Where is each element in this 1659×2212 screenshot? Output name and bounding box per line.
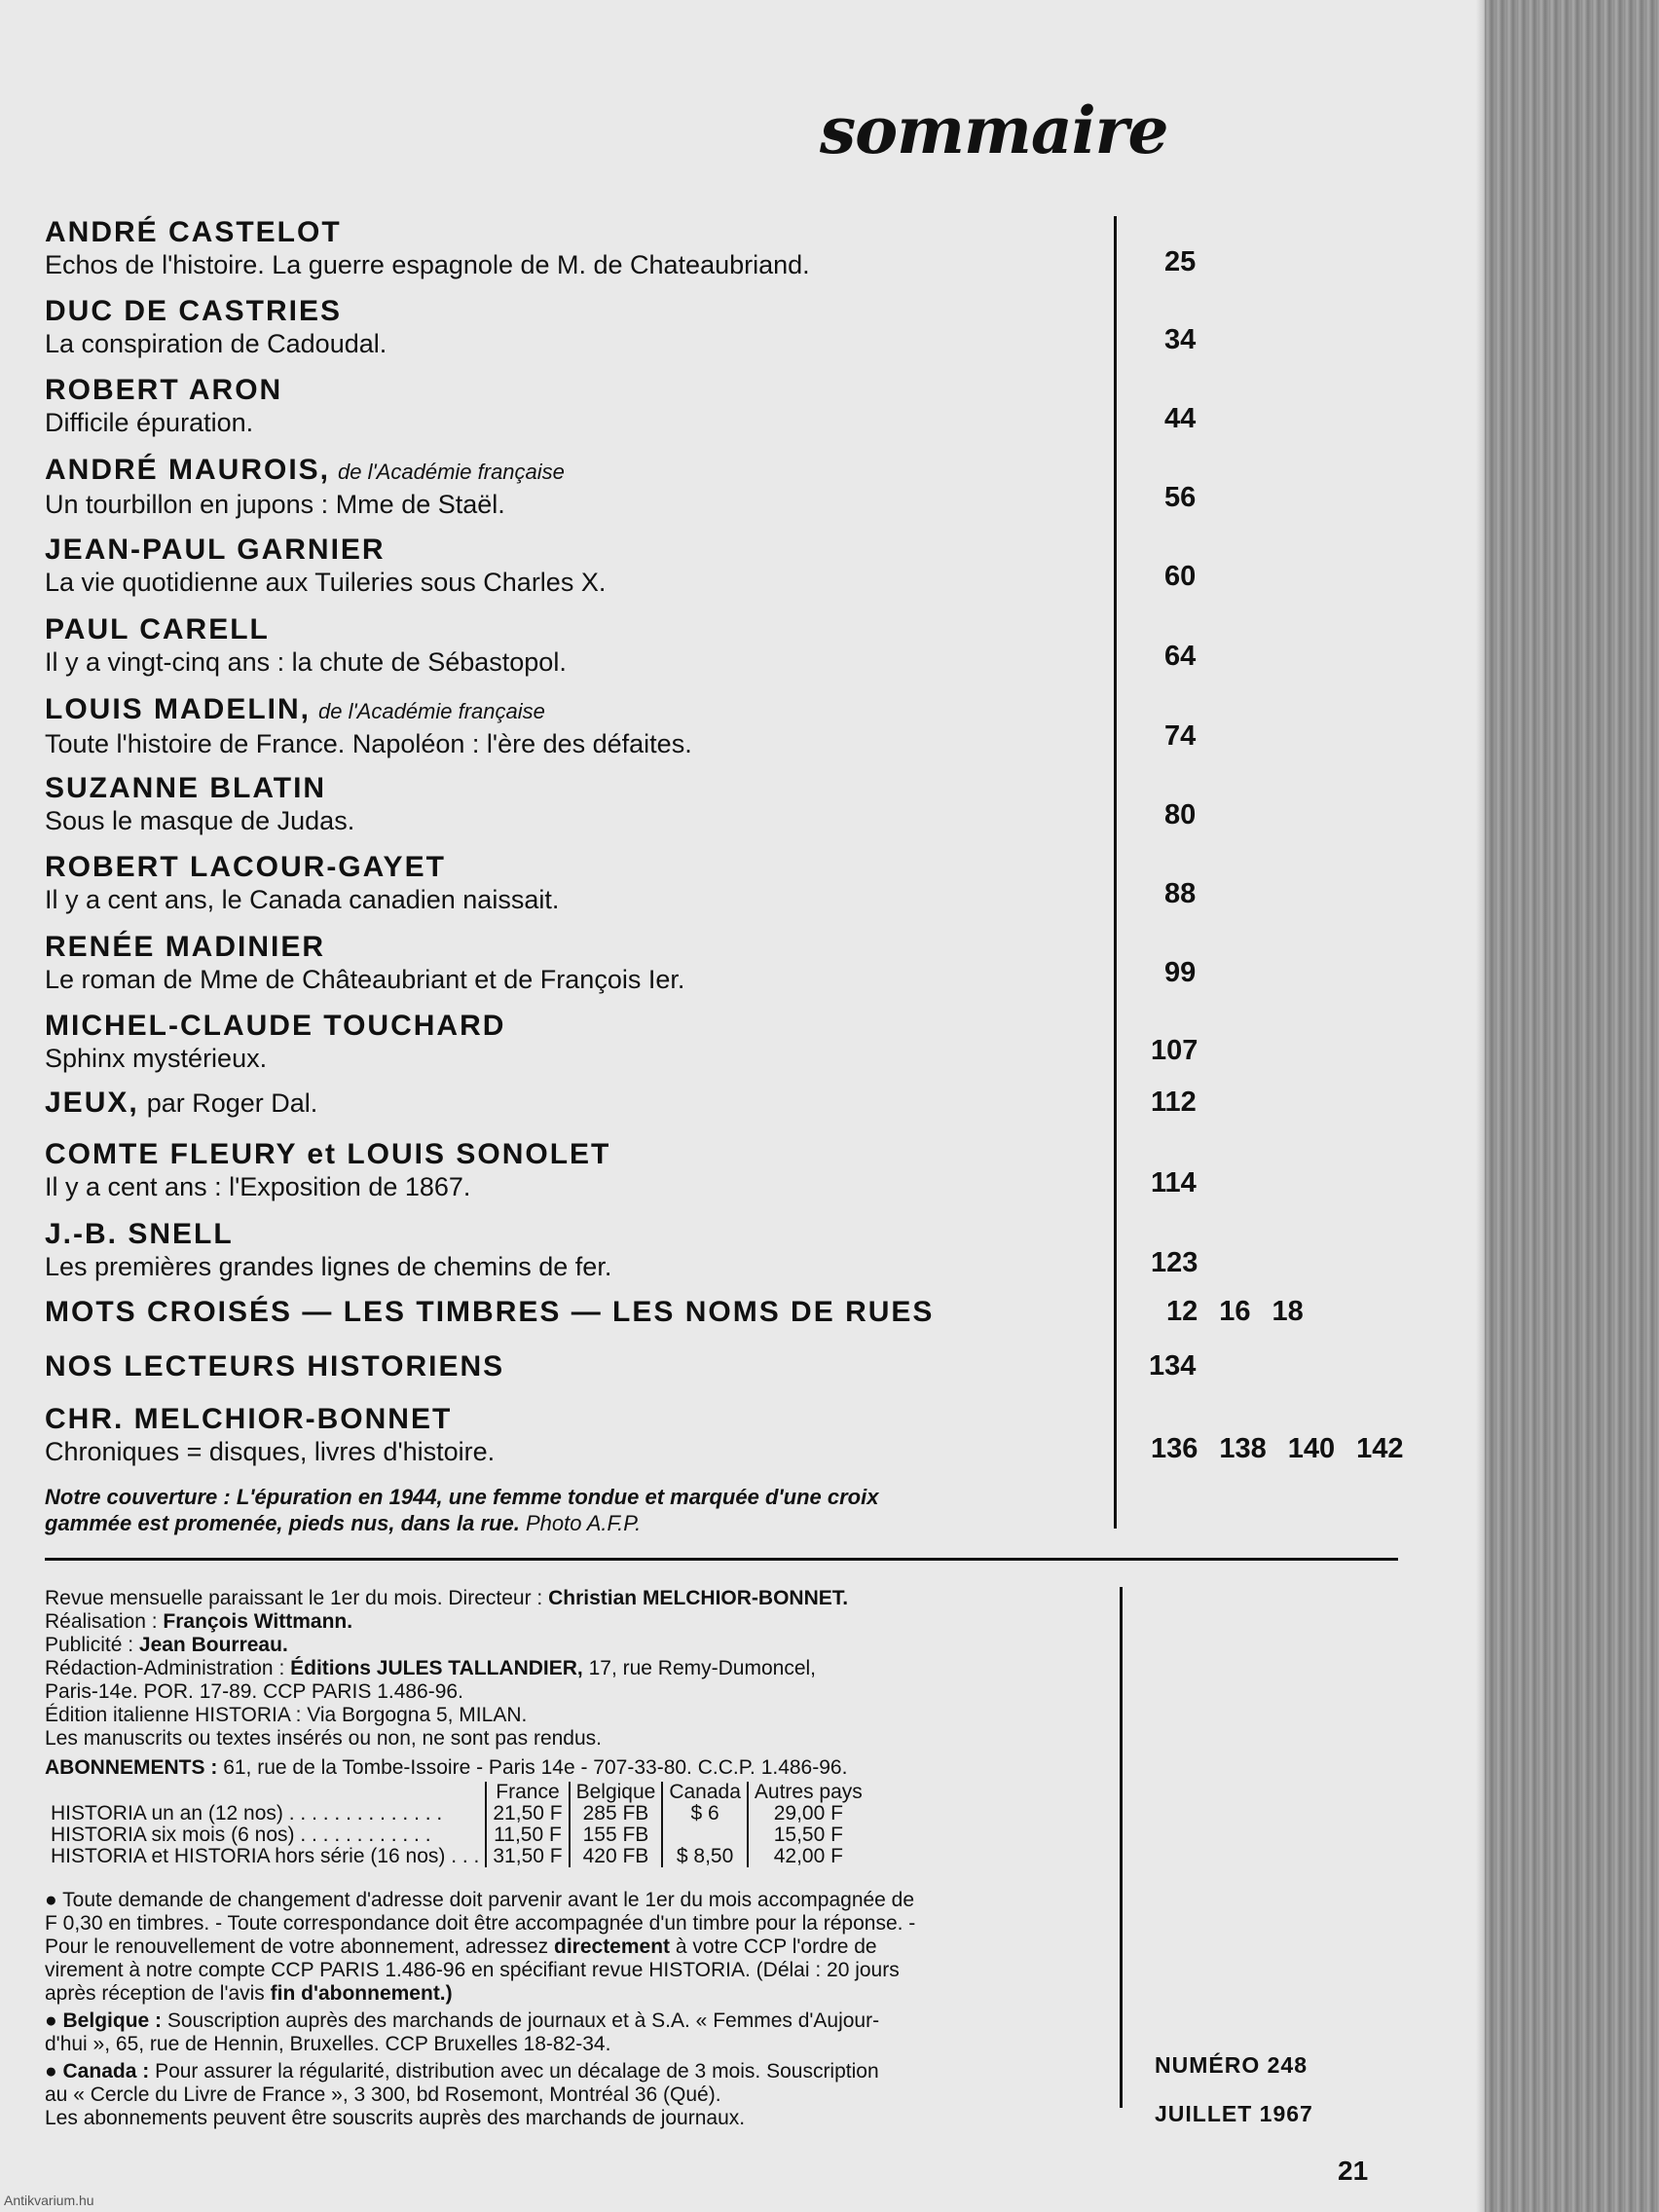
author-name: MICHEL-CLAUDE TOUCHARD [45,1010,506,1042]
entry-article: La conspiration de Cadoudal. [45,329,387,358]
author-name: COMTE FLEURY et LOUIS SONOLET [45,1138,611,1170]
entry-article: Le roman de Mme de Châteaubriant et de François Ier. [45,965,685,994]
toc-entry [45,1087,1106,1120]
cover-caption-line: Notre couverture : L'épuration en 1944, une femme tondue et marquée d'une croix [45,1485,879,1509]
entry-article: Il y a vingt-cinq ans : la chute de Sébastopol. [45,647,567,677]
entry-article: La vie quotidienne aux Tuileries sous Charles X. [45,568,607,597]
entry-author [45,1087,1106,1120]
note-line: F 0,30 en timbres. - Toute correspondance doit être accompagnée d'un timbre pour la réponse. - [45,1912,916,1935]
chroniques-pages [1151,1433,1425,1465]
lecteurs-page: 134 [1149,1350,1197,1382]
table-row [45,1825,868,1846]
toc-entry [45,534,1106,598]
entry-page-number: 123 [1151,1247,1198,1278]
page-number: 16 [1219,1296,1251,1327]
page-number: 142 [1356,1433,1404,1464]
entry-article: Il y a cent ans, le Canada canadien naissait. [45,885,560,914]
director-name: Christian MELCHIOR-BONNET. [548,1587,849,1609]
toc-entry [45,295,1106,359]
note-label: ● Canada : [45,2060,150,2083]
toc-entry [45,1218,1106,1282]
masthead-text: 61, rue de la Tombe-Issoire - Paris 14e - 707-33-80. C.C.P. 1.486-96. [223,1756,848,1779]
note-emphasis: fin d'abonnement.) [270,1982,453,2005]
author-name: DUC DE CASTRIES [45,295,343,327]
entry-page-number: 99 [1164,957,1197,988]
mots-croises-pages [1166,1296,1325,1328]
toc-entry [45,1010,1106,1074]
toc-entry [45,454,1106,520]
author-name: ROBERT LACOUR-GAYET [45,851,446,883]
masthead-line: Les manuscrits ou textes insérés ou non, ne sont pas rendus. [45,1727,602,1750]
note-line: au « Cercle du Livre de France », 3 300, bd Rosemont, Montréal 36 (Qué). [45,2083,721,2106]
author-affiliation: de l'Académie française [318,699,545,723]
entry-author [45,1010,1106,1043]
masthead-text: Publicité : [45,1634,134,1656]
note-emphasis: directement [554,1936,671,1958]
table-cell: 42,00 F [748,1846,868,1867]
masthead-line [45,1634,288,1657]
masthead-line [45,1610,352,1634]
issue-date: JUILLET 1967 [1155,2101,1313,2126]
entry-page-number: 74 [1164,720,1197,752]
issue-number: NUMÉRO 248 [1155,2052,1308,2078]
entry-article: Chroniques = disques, livres d'histoire. [45,1437,496,1466]
toc-entry [45,851,1106,915]
author-affiliation: de l'Académie française [338,460,565,484]
note-text: Pour assurer la régularité, distribution avec un décalage de 3 mois. Souscription [155,2060,879,2083]
entry-author [45,772,1106,805]
page-number: 12 [1166,1296,1198,1327]
table-cell: 29,00 F [748,1803,868,1825]
toc-entry [45,693,1106,759]
entry-author [45,454,1106,489]
subscriptions-label: ABONNEMENTS : [45,1756,218,1779]
page-folio: 21 [1338,2156,1369,2186]
note-text: Souscription auprès des marchands de journaux et à S.A. « Femmes d'Aujour- [166,2009,880,2032]
table-cell: HISTORIA un an (12 nos) . . . . . . . . . . . . . . [51,1802,443,1825]
table-row [45,1846,868,1867]
author-name: J.-B. SNELL [45,1218,234,1250]
watermark: Antikvarium.hu [4,2193,94,2208]
table-cell [662,1825,748,1846]
masthead-text: Rédaction-Administration : [45,1657,285,1679]
masthead-line [45,1587,848,1610]
author-name: ANDRÉ CASTELOT [45,216,342,248]
note-text: à votre CCP l'ordre de [675,1936,877,1958]
masthead-line: Édition italienne HISTORIA : Via Borgogna 5, MILAN. [45,1704,528,1726]
note-line [45,1982,453,2006]
table-cell: HISTORIA six mois (6 nos) . . . . . . . . . . . . [51,1824,431,1846]
entry-page-number: 112 [1151,1087,1197,1118]
entry-article: Les premières grandes lignes de chemins de fer. [45,1252,612,1281]
mots-croises-heading: MOTS CROISÉS — LES TIMBRES — LES NOMS DE RUES [45,1296,935,1328]
entry-article: Sphinx mystérieux. [45,1044,268,1073]
author-name: PAUL CARELL [45,613,270,645]
entry-author [45,534,1106,567]
note-line: ● Toute demande de changement d'adresse doit parvenir avant le 1er du mois accompagnée de [45,1889,915,1911]
toc-entry [45,613,1106,678]
masthead-text: 17, rue Remy-Dumoncel, [588,1657,817,1679]
note-line: virement à notre compte CCP PARIS 1.486-96 en spécifiant revue HISTORIA. (Délai : 20 jours [45,1959,900,1981]
masthead-text: Réalisation : [45,1610,158,1633]
advertising-name: Jean Bourreau. [138,1634,288,1656]
producer-name: François Wittmann. [163,1610,353,1633]
entry-article: Il y a cent ans : l'Exposition de 1867. [45,1172,471,1201]
subscription-table [45,1782,868,1867]
table-header-row [45,1782,868,1803]
masthead-text: Revue mensuelle paraissant le 1er du mois. Directeur : [45,1587,543,1609]
binding-spine [1485,0,1659,2212]
note-line: Les abonnements peuvent être souscrits auprès des marchands de journaux. [45,2107,746,2129]
note-line [45,1936,877,1959]
table-header: France [486,1782,569,1803]
entry-page-number: 64 [1164,641,1197,672]
author-name: SUZANNE BLATIN [45,772,327,804]
entry-author [45,693,1106,728]
note-line [45,2060,879,2083]
entry-article: Echos de l'histoire. La guerre espagnole de M. de Chateaubriand. [45,250,810,279]
author-name: JEAN-PAUL GARNIER [45,534,386,566]
entry-author [45,851,1106,884]
entry-article: Sous le masque de Judas. [45,806,355,835]
author-name: ROBERT ARON [45,374,283,406]
toc-entry-chroniques [45,1403,1106,1467]
table-cell: 285 FB [570,1803,663,1825]
cover-caption-line: gammée est promenée, pieds nus, dans la rue. [45,1511,520,1535]
author-suffix: par Roger Dal. [146,1088,318,1118]
table-cell: HISTORIA et HISTORIA hors série (16 nos) . . . [51,1845,480,1867]
author-name: RENÉE MADINIER [45,931,326,963]
entry-page-number: 34 [1164,324,1197,355]
table-cell: 15,50 F [748,1825,868,1846]
entry-article: Toute l'histoire de France. Napoléon : l'ère des défaites. [45,729,692,758]
page-number: 18 [1272,1296,1304,1327]
table-header: Belgique [570,1782,663,1803]
entry-author [45,216,1106,249]
toc-entry [45,772,1106,836]
toc-entry [45,1138,1106,1202]
entry-page-number: 88 [1164,878,1197,909]
masthead-line: Paris-14e. POR. 17-89. CCP PARIS 1.486-96. [45,1680,463,1703]
table-cell: 155 FB [570,1825,663,1846]
table-cell: 21,50 F [486,1803,569,1825]
entry-author [45,931,1106,964]
subscription-address [45,1756,847,1780]
page-number: 138 [1219,1433,1267,1464]
entry-article: Difficile épuration. [45,408,254,437]
note-text: après réception de l'avis [45,1982,265,2005]
entry-page-number: 44 [1164,403,1197,434]
table-cell: 31,50 F [486,1846,569,1867]
section-rule [45,1558,1398,1561]
entry-page-number: 56 [1164,482,1197,513]
note-line [45,2009,879,2033]
publisher-name: Éditions JULES TALLANDIER, [290,1657,583,1679]
toc-entry [45,931,1106,995]
page-number: 140 [1287,1433,1336,1464]
toc-entry [45,374,1106,438]
masthead-divider [1120,1587,1123,2108]
note-text: Pour le renouvellement de votre abonnement, adressez [45,1936,549,1958]
cover-caption [45,1484,1116,1536]
note-label: ● Belgique : [45,2009,163,2032]
entry-page-number: 114 [1151,1167,1197,1198]
note-line: d'hui », 65, rue de Hennin, Bruxelles. CCP Bruxelles 18-82-34. [45,2033,611,2055]
table-row [45,1803,868,1825]
lecteurs-heading: NOS LECTEURS HISTORIENS [45,1350,505,1382]
table-header: Autres pays [748,1782,868,1803]
entry-page-number: 80 [1164,799,1197,830]
table-cell: 420 FB [570,1846,663,1867]
table-cell: 11,50 F [486,1825,569,1846]
author-name: ANDRÉ MAUROIS, [45,454,331,486]
entry-author [45,613,1106,646]
toc-divider [1114,216,1117,1529]
table-cell: $ 6 [662,1803,748,1825]
entry-page-number: 107 [1151,1035,1198,1066]
entry-author [45,374,1106,407]
entry-page-number: 25 [1164,246,1197,277]
author-name: LOUIS MADELIN, [45,693,311,725]
entry-author: CHR. MELCHIOR-BONNET [45,1403,453,1435]
table-cell: $ 8,50 [662,1846,748,1867]
masthead-line [45,1657,816,1680]
entry-article: Un tourbillon en jupons : Mme de Staël. [45,490,505,519]
page-number: 136 [1151,1433,1198,1464]
page-title: sommaire [820,92,1168,168]
table-header: Canada [662,1782,748,1803]
entry-page-number: 60 [1164,561,1197,592]
entry-author [45,295,1106,328]
toc-entry [45,216,1106,280]
author-name: JEUX, [45,1087,139,1119]
entry-author [45,1218,1106,1251]
photo-credit: Photo A.F.P. [525,1511,642,1535]
entry-author [45,1138,1106,1171]
table-header [45,1782,486,1803]
